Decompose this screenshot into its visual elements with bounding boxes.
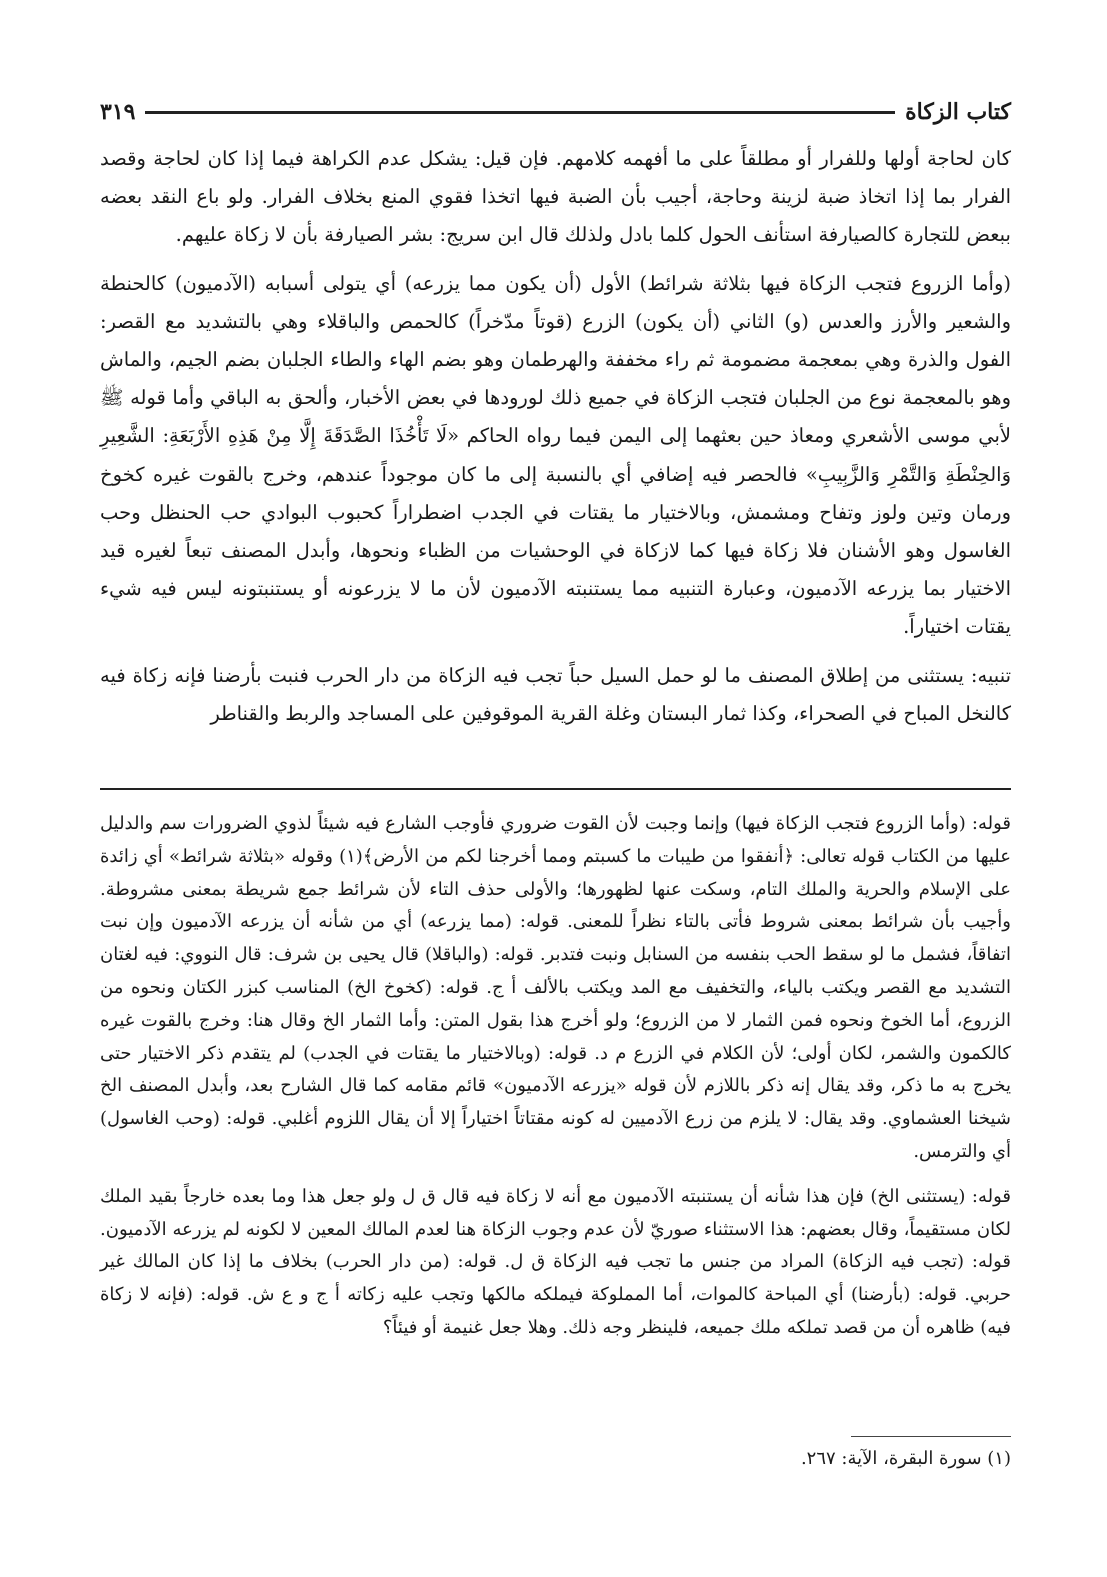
commentary-paragraph: قوله: (وأما الزروع فتجب الزكاة فيها) وإنما وجبت لأن القوت ضروري فأوجب الشارع فيه شيئاً لذوي الضرورات سم والدليل عليها من الكتاب قوله تعالى: ﴿أنفقوا من طيبات ما كسبتم ومما أخرجنا لكم من الأرض﴾(١) وقوله «بثلاثة شرائط» أي زائدة على الإسلام والحرية والملك التام، وسكت عنها لظهورها؛ والأولى حذف التاء لأن شرائط جمع شريطة بمعنى مشروطة. وأجيب بأن شرائط بمعنى شروط فأتى بالتاء نظراً للمعنى. قوله: (مما يزرعه) أي من شأنه أن يزرعه الآدميون وإن نبت اتفاقاً، فشمل ما لو سقط الحب بنفسه من السنابل ونبت فتدبر. قوله: (والباقلا) قال يحيى بن شرف: قال النووي: فيه لغتان التشديد مع القصر ويكتب بالياء، والتخفيف مع المد ويكتب بالألف أ ج. قوله: (كخوخ الخ) المناسب كبزر الكتان ونحوه من الزروع، أما الخوخ ونحوه فمن الثمار لا من الزروع؛ ولو أخرج هذا بقول المتن: وأما الثمار الخ وقال هنا: وخرج بالقوت غيره كالكمون والشمر، لكان أولى؛ لأن الكلام في الزرع م د. قوله: (وبالاختيار ما يقتات في الجدب) لم يتقدم ذكر الاختيار حتى يخرج به ما ذكر، وقد يقال إنه ذكر باللازم لأن قوله «يزرعه الآدميون» قائم مقامه كما قال الشارح بعد، وأبدل المصنف الخ شيخنا العشماوي. وقد يقال: لا يلزم من زرع الآدميين له كونه مقتاتاً اختياراً إلا أن يقال اللزوم أغلبي. قوله: (وحب الغاسول) أي والترمس.	[100, 813, 1011, 1162]
footnote-separator	[851, 1436, 1011, 1437]
page-number: ٣١٩	[100, 99, 136, 125]
commentary-paragraph: قوله: (يستثنى الخ) فإن هذا شأنه أن يستنبته الآدميون مع أنه لا زكاة فيه قال ق ل ولو جعل هذا وما بعده خارجاً بقيد الملك لكان مستقيماً، وقال بعضهم: هذا الاستثناء صوريّ لأن عدم وجوب الزكاة هنا لعدم المالك المعين لا لكونه لم يزرعه الآدميون. قوله: (تجب فيه الزكاة) المراد من جنس ما تجب فيه الزكاة ق ل. قوله: (من دار الحرب) بخلاف ما إذا كان المالك غير حربي. قوله: (بأرضنا) أي المباحة كالموات، أما المملوكة فيملكه مالكها وتجب عليه زكاته أ ج و ع ش. قوله: (فإنه لا زكاة فيه) ظاهره أن من قصد تملكه ملك جميعه، فلينظر وجه ذلك. وهلا جعل غنيمة أو فيئاً؟	[100, 1185, 1011, 1338]
main-paragraph: كان لحاجة أولها وللفرار أو مطلقاً على ما أفهمه كلامهم. فإن قيل: يشكل عدم الكراهة فيما إذا كان لحاجة وقصد الفرار بما إذا اتخاذ ضبة لزينة وحاجة، أجيب بأن الضبة فيها اتخذا فقوي المنع بخلاف الفرار. ولو باع النقد بعضه ببعض للتجارة كالصيارفة استأنف الحول كلما بادل ولذلك قال ابن سريج: بشر الصيارفة بأن لا زكاة عليهم.	[100, 147, 1011, 247]
footnote: (١) سورة البقرة، الآية: ٢٦٧.	[800, 1448, 1011, 1469]
main-paragraph: (وأما الزروع فتجب الزكاة فيها بثلاثة شرائط) الأول (أن يكون مما يزرعه) أي يتولى أسبابه (الآدميون) كالحنطة والشعير والأرز والعدس (و) الثاني (أن يكون) الزرع (قوتاً مدّخراً) كالحمص والباقلاء وهي بالتشديد مع القصر: الفول والذرة وهي بمعجمة مضمومة ثم راء مخففة والهرطمان وهو بضم الهاء والطاء الجلبان بضم الجيم، والماش وهو بالمعجمة نوع من الجلبان فتجب الزكاة في جميع ذلك لورودها في بعض الأخبار، وألحق به الباقي وأما قوله ﷺ لأبي موسى الأشعري ومعاذ حين بعثهما إلى اليمن فيما رواه الحاكم «لَا تَأْخُذَا الصَّدَقَةَ إِلَّا مِنْ هَذِهِ الأَرْبَعَةِ: الشَّعِيرِ وَالحِنْطَةِ وَالتَّمْرِ وَالزَّبِيبِ» فالحصر فيه إضافي أي بالنسبة إلى ما كان موجوداً عندهم، وخرج بالقوت غيره كخوخ ورمان وتين ولوز وتفاح ومشمش، وبالاختيار ما يقتات في الجدب اضطراراً كحبوب البوادي حب الحنظل وحب الغاسول وهو الأشنان فلا زكاة فيها كما لازكاة في الوحشيات من الظباء ونحوها، وأبدل المصنف تبعاً لغيره قيد الاختيار بما يزرعه الآدميون، وعبارة التنبيه مما يستنبته الآدميون لأن ما لا يزرعونه أو يستنبتونه ليس فيه شيء يقتات اختياراً.	[100, 271, 1011, 639]
page-header	[100, 92, 1011, 132]
header-rule	[145, 111, 895, 114]
commentary-text	[100, 808, 1011, 1345]
chapter-title: كتاب الزكاة	[905, 99, 1011, 125]
main-text	[100, 140, 1011, 733]
main-paragraph: تنبيه: يستثنى من إطلاق المصنف ما لو حمل السيل حباً تجب فيه الزكاة من دار الحرب فنبت بأرضنا فإنه زكاة فيه كالنخل المباح في الصحراء، وكذا ثمار البستان وغلة القرية الموقوفين على المساجد والربط والقناطر	[100, 663, 1011, 725]
section-separator	[100, 788, 1011, 790]
